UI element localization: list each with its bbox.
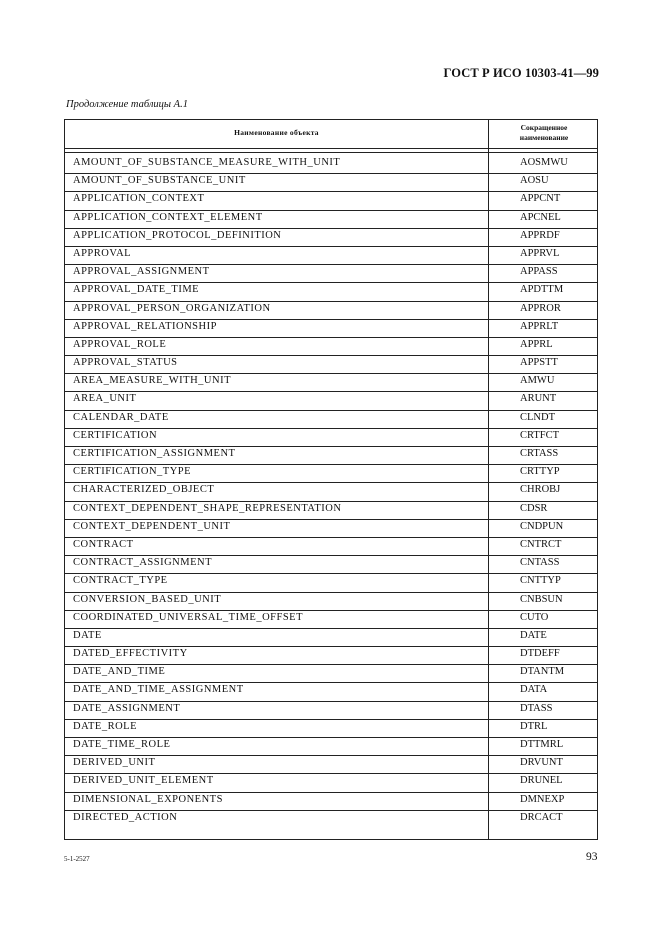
object-abbreviation: AOSMWU bbox=[520, 157, 568, 168]
abbreviation-table bbox=[64, 119, 598, 840]
table-row bbox=[65, 356, 597, 374]
object-abbreviation: CRTASS bbox=[520, 448, 559, 459]
object-name: DATE_ROLE bbox=[73, 720, 137, 732]
table-row bbox=[65, 247, 597, 265]
object-abbreviation: CNTASS bbox=[520, 557, 560, 569]
table-row bbox=[65, 720, 597, 738]
column-header-abbreviation-line2: наименование bbox=[519, 133, 569, 142]
header-rule bbox=[65, 148, 597, 149]
object-name: DATE_ASSIGNMENT bbox=[73, 702, 181, 714]
object-abbreviation: CNBSUN bbox=[520, 593, 563, 605]
object-abbreviation: DRVUNT bbox=[520, 757, 563, 769]
object-name: CHARACTERIZED_OBJECT bbox=[73, 484, 215, 496]
object-name: APPROVAL_PERSON_ORGANIZATION bbox=[73, 302, 271, 314]
object-name: DATED_EFFECTIVITY bbox=[73, 648, 188, 660]
object-name: DERIVED_UNIT bbox=[73, 757, 156, 769]
table-row bbox=[65, 447, 597, 465]
object-abbreviation: DTANTM bbox=[520, 666, 565, 678]
object-abbreviation: APPSTT bbox=[520, 357, 558, 369]
object-name: CONTEXT_DEPENDENT_UNIT bbox=[73, 520, 231, 532]
table-row bbox=[65, 665, 597, 683]
object-name: DATE_AND_TIME bbox=[73, 666, 166, 678]
table-row bbox=[65, 156, 597, 174]
table-row bbox=[65, 520, 597, 538]
table-row bbox=[65, 593, 597, 611]
object-abbreviation: APPCNT bbox=[520, 193, 561, 205]
object-abbreviation: APDTTM bbox=[520, 284, 564, 296]
object-abbreviation: CLNDT bbox=[520, 411, 555, 423]
object-abbreviation: APPRLT bbox=[520, 320, 559, 332]
object-abbreviation: APPASS bbox=[520, 266, 558, 278]
object-name: AMOUNT_OF_SUBSTANCE_MEASURE_WITH_UNIT bbox=[73, 157, 341, 168]
print-code: 5-1-2527 bbox=[64, 855, 90, 863]
table-row bbox=[65, 574, 597, 592]
table-row bbox=[65, 647, 597, 665]
object-abbreviation: DMNEXP bbox=[520, 793, 565, 805]
table-continuation-caption: Продолжение таблицы А.1 bbox=[66, 99, 188, 110]
object-name: DERIVED_UNIT_ELEMENT bbox=[73, 775, 214, 787]
table-row bbox=[65, 629, 597, 647]
table-row bbox=[65, 774, 597, 792]
object-name: CALENDAR_DATE bbox=[73, 411, 169, 423]
table-row bbox=[65, 811, 597, 829]
object-name: APPROVAL_STATUS bbox=[73, 357, 178, 369]
object-name: APPROVAL bbox=[73, 247, 132, 259]
table-row bbox=[65, 283, 597, 301]
object-abbreviation: CHROBJ bbox=[520, 484, 561, 496]
object-abbreviation: DTTMRL bbox=[520, 739, 564, 750]
object-abbreviation: ARUNT bbox=[520, 393, 557, 405]
column-header-name: Наименование объекта bbox=[234, 128, 319, 137]
object-abbreviation: AMWU bbox=[520, 375, 555, 387]
object-name: CERTIFICATION bbox=[73, 429, 158, 441]
header-rule-double bbox=[65, 152, 597, 153]
object-abbreviation: DTDEFF bbox=[520, 648, 560, 660]
object-name: DATE_AND_TIME_ASSIGNMENT bbox=[73, 684, 244, 696]
table-row bbox=[65, 229, 597, 247]
object-name: APPROVAL_RELATIONSHIP bbox=[73, 320, 217, 332]
object-abbreviation: AOSU bbox=[520, 175, 549, 187]
object-abbreviation: CNTRCT bbox=[520, 538, 562, 550]
object-name: CERTIFICATION_ASSIGNMENT bbox=[73, 448, 236, 459]
table-row bbox=[65, 738, 597, 756]
object-abbreviation: CNTTYP bbox=[520, 575, 561, 587]
table-row bbox=[65, 265, 597, 283]
table-row bbox=[65, 756, 597, 774]
object-name: DIRECTED_ACTION bbox=[73, 811, 178, 823]
table-row bbox=[65, 465, 597, 483]
table-row bbox=[65, 538, 597, 556]
table-row bbox=[65, 320, 597, 338]
table-row bbox=[65, 702, 597, 720]
object-name: APPLICATION_CONTEXT bbox=[73, 193, 205, 205]
object-name: DIMENSIONAL_EXPONENTS bbox=[73, 793, 223, 805]
object-name: DATE bbox=[73, 629, 102, 641]
object-name: DATE_TIME_ROLE bbox=[73, 739, 171, 750]
object-abbreviation: APPRVL bbox=[520, 247, 560, 259]
object-name: AREA_UNIT bbox=[73, 393, 137, 405]
object-name: CONTEXT_DEPENDENT_SHAPE_REPRESENTATION bbox=[73, 502, 342, 514]
page-number: 93 bbox=[586, 851, 598, 863]
document-standard-title: ГОСТ Р ИСО 10303-41—99 bbox=[443, 66, 599, 80]
object-abbreviation: DATE bbox=[520, 629, 547, 641]
object-name: APPLICATION_PROTOCOL_DEFINITION bbox=[73, 229, 282, 241]
table-row bbox=[65, 683, 597, 701]
object-abbreviation: CNDPUN bbox=[520, 520, 564, 532]
object-name: CONTRACT_ASSIGNMENT bbox=[73, 557, 213, 569]
table-row bbox=[65, 429, 597, 447]
table-row bbox=[65, 192, 597, 210]
table-row bbox=[65, 556, 597, 574]
column-header-abbreviation bbox=[489, 123, 599, 143]
object-name: AREA_MEASURE_WITH_UNIT bbox=[73, 375, 231, 387]
table-row bbox=[65, 502, 597, 520]
object-abbreviation: APPROR bbox=[520, 302, 561, 314]
table-row bbox=[65, 211, 597, 229]
object-abbreviation: APPRDF bbox=[520, 229, 560, 241]
object-abbreviation: DATA bbox=[520, 684, 548, 696]
table-body bbox=[65, 156, 597, 829]
object-abbreviation: DTASS bbox=[520, 702, 553, 714]
object-name: APPROVAL_DATE_TIME bbox=[73, 284, 200, 296]
object-name: CONTRACT_TYPE bbox=[73, 575, 168, 587]
table-row bbox=[65, 483, 597, 501]
object-abbreviation: DRUNEL bbox=[520, 775, 563, 787]
object-name: CONTRACT bbox=[73, 538, 134, 550]
table-row bbox=[65, 302, 597, 320]
object-abbreviation: DTRL bbox=[520, 720, 548, 732]
table-row bbox=[65, 611, 597, 629]
object-name: APPLICATION_CONTEXT_ELEMENT bbox=[73, 211, 263, 223]
object-abbreviation: APPRL bbox=[520, 338, 553, 350]
table-row bbox=[65, 392, 597, 410]
table-row bbox=[65, 174, 597, 192]
table-row bbox=[65, 793, 597, 811]
object-name: COORDINATED_UNIVERSAL_TIME_OFFSET bbox=[73, 611, 304, 623]
object-name: APPROVAL_ROLE bbox=[73, 338, 167, 350]
object-abbreviation: CRTTYP bbox=[520, 466, 560, 478]
object-abbreviation: DRCACT bbox=[520, 811, 563, 823]
table-row bbox=[65, 411, 597, 429]
object-abbreviation: CUTO bbox=[520, 611, 549, 623]
object-abbreviation: CDSR bbox=[520, 502, 548, 514]
table-row bbox=[65, 338, 597, 356]
object-abbreviation: CRTFCT bbox=[520, 429, 560, 441]
object-name: CONVERSION_BASED_UNIT bbox=[73, 593, 222, 605]
object-name: CERTIFICATION_TYPE bbox=[73, 466, 192, 478]
table-row bbox=[65, 374, 597, 392]
object-name: AMOUNT_OF_SUBSTANCE_UNIT bbox=[73, 175, 246, 187]
object-name: APPROVAL_ASSIGNMENT bbox=[73, 266, 210, 278]
object-abbreviation: APCNEL bbox=[520, 211, 561, 223]
column-header-abbreviation-line1: Сокращенное bbox=[520, 123, 568, 132]
